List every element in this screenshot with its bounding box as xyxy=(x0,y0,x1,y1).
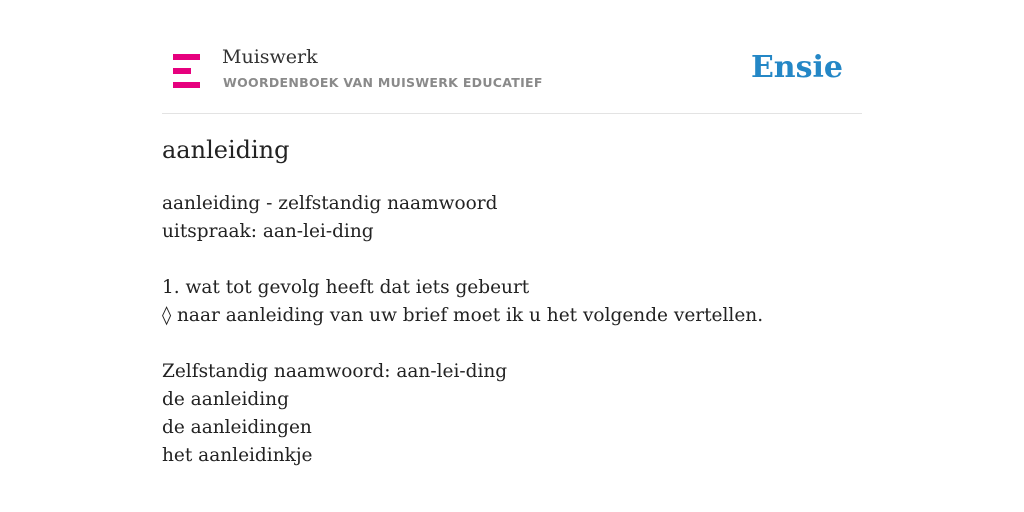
logo-bar-top xyxy=(173,54,200,60)
logo-bar-middle xyxy=(173,68,191,74)
definition-line-pronunciation: uitspraak: aan-lei-ding xyxy=(162,221,374,242)
definition-spacer xyxy=(162,330,862,358)
page-title: aanleiding xyxy=(162,136,290,164)
definition-line-meaning: 1. wat tot gevolg heeft dat iets gebeurt xyxy=(162,277,530,298)
definition-line-diminutive: het aanleidinkje xyxy=(162,445,313,466)
definition-body xyxy=(162,190,862,470)
ensie-logo-link[interactable]: Ensie xyxy=(750,50,843,85)
definition-spacer xyxy=(162,246,862,274)
definition-line-example: ◊ naar aanleiding van uw brief moet ik u het volgende vertellen. xyxy=(162,305,764,326)
logo-bar-bottom xyxy=(173,82,200,88)
definition-line-plural: de aanleidingen xyxy=(162,417,312,438)
site-header xyxy=(162,36,862,114)
definition-line-word-class: aanleiding - zelfstandig naamwoord xyxy=(162,193,498,214)
definition-line-singular: de aanleiding xyxy=(162,389,289,410)
brand-subtitle: WOORDENBOEK VAN MUISWERK EDUCATIEF xyxy=(223,75,543,90)
definition-line-syllables: Zelfstandig naamwoord: aan-lei-ding xyxy=(162,361,508,382)
brand-name[interactable]: Muiswerk xyxy=(222,46,318,68)
muiswerk-logo-icon[interactable] xyxy=(173,54,200,88)
